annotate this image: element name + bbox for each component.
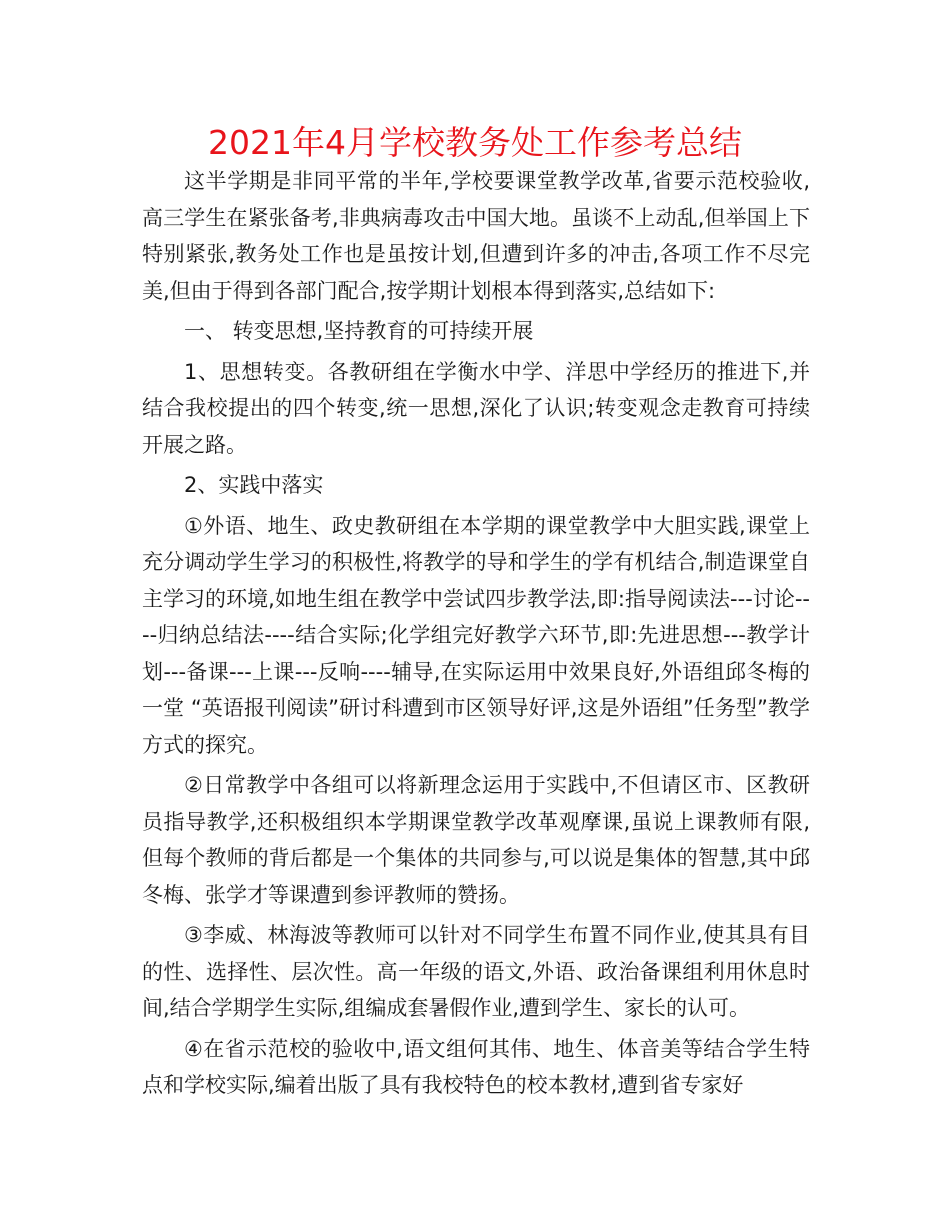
document-title: 2021年4月学校教务处工作参考总结 xyxy=(208,123,742,162)
paragraph-item-2: ②日常教学中各组可以将新理念运用于实践中,不但请区市、区教研员指导教学,还积极组织本学期课堂教学改革观摩课,虽说上课教师有限,但每个教师的背后都是一个集体的共同参与,可以说是集体的智慧,其中邱冬梅、张学才等课遭到参评教师的赞扬。 xyxy=(142,773,810,907)
paragraph-thought-change: 1、思想转变。各教研组在学衡水中学、洋思中学经历的推进下,并结合我校提出的四个转变,统一思想,深化了认识;转变观念走教育可持续开展之路。 xyxy=(142,359,810,457)
paragraph-item-1: ①外语、地生、政史教研组在本学期的课堂教学中大胆实践,课堂上充分调动学生学习的积极性,将教学的导和学生的学有机结合,制造课堂自主学习的环境,如地生组在教学中尝试四步教学法,即:指导阅读法---讨论----归纳总结法----结合实际;化学组完好教学六环节,即:先进思想---教学计划---备课---上课---反响----辅导,在实际运用中效果良好,外语组邱冬梅的一堂 “英语报刊阅读”研讨科遭到市区领导好评,这是外语组”任务型”教学方式的探究。 xyxy=(142,513,810,757)
paragraph-item-4: ④在省示范校的验收中,语文组何其伟、地生、体音美等结合学生特点和学校实际,编着出版了具有我校特色的校本教材,遭到省专家好 xyxy=(142,1036,810,1097)
paragraph-item-3: ③李威、林海波等教师可以针对不同学生布置不同作业,使其具有目的性、选择性、层次性。高一年级的语文,外语、政治备课组利用休息时间,结合学期学生实际,组编成套暑假作业,遭到学生、家长的认可。 xyxy=(142,923,810,1020)
section-heading-1: 一、 转变思想,坚持教育的可持续开展 xyxy=(184,319,534,343)
paragraph-intro: 这半学期是非同平常的半年,学校要课堂教学改革,省要示范校验收,高三学生在紧张备考,非典病毒攻击中国大地。虽谈不上动乱,但举国上下特别紧张,教务处工作也是虽按计划,但遭到许多的冲击,各项工作不尽完美,但由于得到各部门配合,按学期计划根本得到落实,总结如下: xyxy=(142,169,810,303)
document-body xyxy=(142,163,810,1104)
subheading-practice: 2、实践中落实 xyxy=(184,473,324,497)
